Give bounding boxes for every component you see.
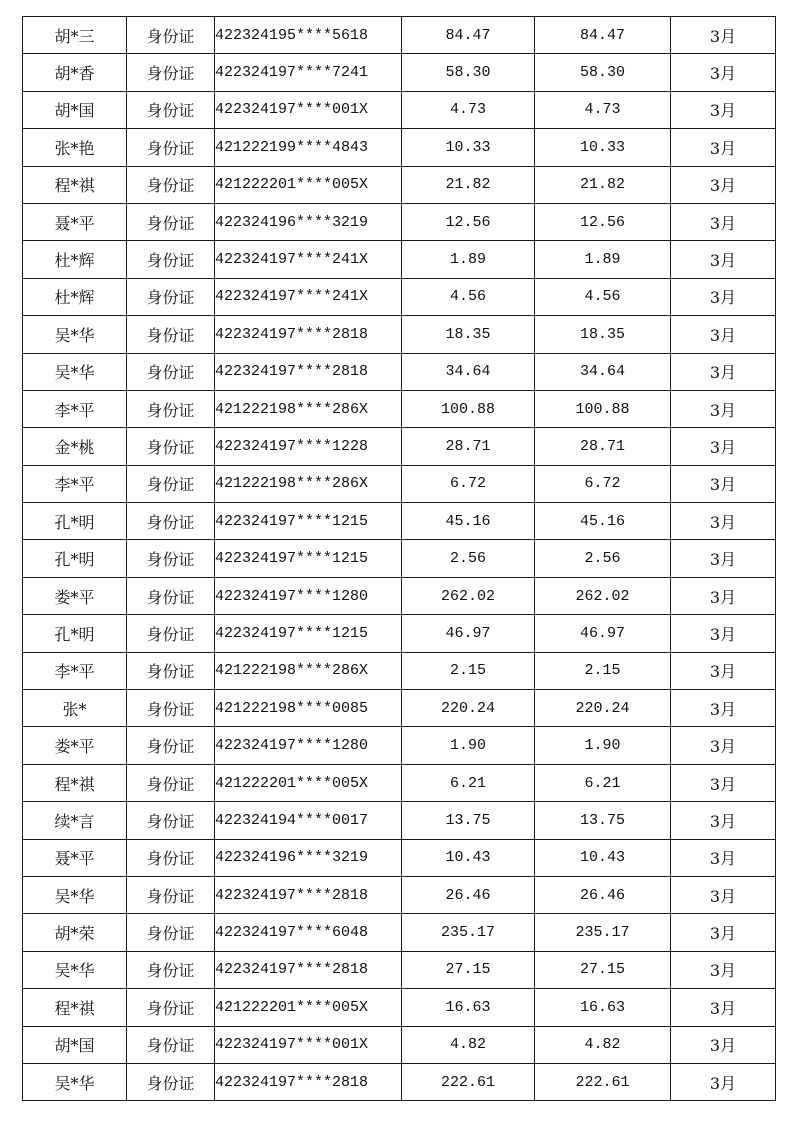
amount-cell: 10.43 [402,839,535,876]
name-cell: 娄*平 [23,727,127,764]
month-cell: 3月 [671,914,776,951]
amount-confirmed-cell: 4.73 [535,91,671,128]
amount-cell: 27.15 [402,951,535,988]
amount-cell: 2.56 [402,540,535,577]
name-cell: 孔*明 [23,503,127,540]
amount-confirmed-cell: 220.24 [535,690,671,727]
table-row [23,166,776,203]
amount-cell: 21.82 [402,166,535,203]
id-type-cell: 身份证 [127,129,215,166]
amount-cell: 100.88 [402,390,535,427]
id-number-cell: 422324196****3219 [215,203,402,240]
id-number-cell: 421222201****005X [215,764,402,801]
id-type-cell: 身份证 [127,577,215,614]
id-type-cell: 身份证 [127,839,215,876]
id-type-cell: 身份证 [127,802,215,839]
amount-confirmed-cell: 84.47 [535,17,671,54]
name-cell: 程*祺 [23,166,127,203]
table-row [23,1026,776,1063]
id-type-cell: 身份证 [127,316,215,353]
month-cell: 3月 [671,802,776,839]
month-cell: 3月 [671,316,776,353]
id-number-cell: 421222198****286X [215,465,402,502]
id-type-cell: 身份证 [127,54,215,91]
id-type-cell: 身份证 [127,540,215,577]
amount-confirmed-cell: 262.02 [535,577,671,614]
id-type-cell: 身份证 [127,989,215,1026]
amount-cell: 28.71 [402,428,535,465]
month-cell: 3月 [671,876,776,913]
id-type-cell: 身份证 [127,166,215,203]
name-cell: 胡*三 [23,17,127,54]
amount-cell: 34.64 [402,353,535,390]
month-cell: 3月 [671,54,776,91]
id-number-cell: 422324197****6048 [215,914,402,951]
table-row [23,203,776,240]
name-cell: 张* [23,690,127,727]
id-number-cell: 422324197****2818 [215,1063,402,1100]
month-cell: 3月 [671,353,776,390]
id-number-cell: 421222198****0085 [215,690,402,727]
table-row [23,577,776,614]
id-type-cell: 身份证 [127,951,215,988]
amount-confirmed-cell: 10.43 [535,839,671,876]
id-type-cell: 身份证 [127,764,215,801]
table-row [23,465,776,502]
table-row [23,839,776,876]
amount-confirmed-cell: 10.33 [535,129,671,166]
amount-confirmed-cell: 21.82 [535,166,671,203]
id-type-cell: 身份证 [127,465,215,502]
name-cell: 李*平 [23,390,127,427]
amount-confirmed-cell: 28.71 [535,428,671,465]
table-row [23,278,776,315]
id-number-cell: 422324197****1280 [215,577,402,614]
id-number-cell: 422324196****3219 [215,839,402,876]
month-cell: 3月 [671,428,776,465]
month-cell: 3月 [671,764,776,801]
name-cell: 聂*平 [23,839,127,876]
name-cell: 吴*华 [23,1063,127,1100]
id-number-cell: 421222201****005X [215,166,402,203]
table-row [23,615,776,652]
id-type-cell: 身份证 [127,17,215,54]
id-number-cell: 422324197****7241 [215,54,402,91]
amount-confirmed-cell: 16.63 [535,989,671,1026]
id-type-cell: 身份证 [127,690,215,727]
id-number-cell: 422324197****1215 [215,615,402,652]
name-cell: 孔*明 [23,540,127,577]
id-number-cell: 421222198****286X [215,390,402,427]
name-cell: 吴*华 [23,876,127,913]
id-type-cell: 身份证 [127,353,215,390]
month-cell: 3月 [671,503,776,540]
amount-cell: 2.15 [402,652,535,689]
amount-confirmed-cell: 26.46 [535,876,671,913]
name-cell: 胡*荣 [23,914,127,951]
amount-confirmed-cell: 6.72 [535,465,671,502]
month-cell: 3月 [671,727,776,764]
amount-confirmed-cell: 2.56 [535,540,671,577]
id-number-cell: 422324197****1215 [215,540,402,577]
id-number-cell: 422324197****1215 [215,503,402,540]
id-number-cell: 422324197****2818 [215,353,402,390]
table-row [23,54,776,91]
id-type-cell: 身份证 [127,914,215,951]
id-number-cell: 421222198****286X [215,652,402,689]
amount-cell: 220.24 [402,690,535,727]
amount-cell: 4.56 [402,278,535,315]
name-cell: 程*祺 [23,989,127,1026]
id-number-cell: 421222199****4843 [215,129,402,166]
id-type-cell: 身份证 [127,1026,215,1063]
table-row [23,951,776,988]
amount-cell: 16.63 [402,989,535,1026]
name-cell: 吴*华 [23,951,127,988]
id-type-cell: 身份证 [127,876,215,913]
id-type-cell: 身份证 [127,503,215,540]
table-row [23,802,776,839]
month-cell: 3月 [671,690,776,727]
month-cell: 3月 [671,1063,776,1100]
amount-cell: 10.33 [402,129,535,166]
amount-cell: 222.61 [402,1063,535,1100]
id-type-cell: 身份证 [127,91,215,128]
amount-cell: 84.47 [402,17,535,54]
amount-cell: 262.02 [402,577,535,614]
amount-confirmed-cell: 1.89 [535,241,671,278]
id-type-cell: 身份证 [127,727,215,764]
id-number-cell: 422324197****241X [215,278,402,315]
amount-confirmed-cell: 45.16 [535,503,671,540]
id-number-cell: 422324194****0017 [215,802,402,839]
name-cell: 孔*明 [23,615,127,652]
table-row [23,353,776,390]
id-number-cell: 422324197****1280 [215,727,402,764]
amount-confirmed-cell: 2.15 [535,652,671,689]
amount-cell: 45.16 [402,503,535,540]
amount-confirmed-cell: 235.17 [535,914,671,951]
records-table [22,16,776,1101]
amount-confirmed-cell: 46.97 [535,615,671,652]
id-number-cell: 422324197****001X [215,1026,402,1063]
id-type-cell: 身份证 [127,1063,215,1100]
table-row [23,914,776,951]
name-cell: 吴*华 [23,316,127,353]
id-type-cell: 身份证 [127,203,215,240]
table-row [23,241,776,278]
month-cell: 3月 [671,652,776,689]
table-row [23,17,776,54]
name-cell: 杜*辉 [23,278,127,315]
id-number-cell: 422324197****001X [215,91,402,128]
id-number-cell: 422324197****2818 [215,876,402,913]
id-number-cell: 422324197****1228 [215,428,402,465]
name-cell: 续*言 [23,802,127,839]
amount-confirmed-cell: 58.30 [535,54,671,91]
amount-cell: 46.97 [402,615,535,652]
table-row [23,764,776,801]
amount-cell: 6.21 [402,764,535,801]
id-type-cell: 身份证 [127,615,215,652]
name-cell: 金*桃 [23,428,127,465]
month-cell: 3月 [671,951,776,988]
amount-cell: 12.56 [402,203,535,240]
amount-confirmed-cell: 4.56 [535,278,671,315]
amount-cell: 18.35 [402,316,535,353]
name-cell: 吴*华 [23,353,127,390]
name-cell: 李*平 [23,652,127,689]
id-type-cell: 身份证 [127,428,215,465]
month-cell: 3月 [671,1026,776,1063]
amount-cell: 235.17 [402,914,535,951]
name-cell: 李*平 [23,465,127,502]
month-cell: 3月 [671,577,776,614]
amount-confirmed-cell: 222.61 [535,1063,671,1100]
id-type-cell: 身份证 [127,278,215,315]
amount-cell: 4.73 [402,91,535,128]
name-cell: 聂*平 [23,203,127,240]
table-row [23,540,776,577]
id-number-cell: 422324197****2818 [215,316,402,353]
month-cell: 3月 [671,839,776,876]
month-cell: 3月 [671,278,776,315]
month-cell: 3月 [671,989,776,1026]
id-type-cell: 身份证 [127,652,215,689]
month-cell: 3月 [671,166,776,203]
id-number-cell: 422324195****5618 [215,17,402,54]
amount-confirmed-cell: 12.56 [535,203,671,240]
table-row [23,91,776,128]
table-row [23,129,776,166]
amount-confirmed-cell: 13.75 [535,802,671,839]
records-table-body [23,17,776,1101]
table-row [23,690,776,727]
name-cell: 胡*香 [23,54,127,91]
name-cell: 张*艳 [23,129,127,166]
amount-cell: 1.90 [402,727,535,764]
month-cell: 3月 [671,203,776,240]
month-cell: 3月 [671,615,776,652]
amount-cell: 4.82 [402,1026,535,1063]
table-row [23,316,776,353]
name-cell: 胡*国 [23,1026,127,1063]
amount-confirmed-cell: 4.82 [535,1026,671,1063]
month-cell: 3月 [671,129,776,166]
month-cell: 3月 [671,390,776,427]
records-sheet [22,16,775,1101]
amount-cell: 13.75 [402,802,535,839]
table-row [23,428,776,465]
month-cell: 3月 [671,241,776,278]
amount-confirmed-cell: 1.90 [535,727,671,764]
month-cell: 3月 [671,465,776,502]
month-cell: 3月 [671,17,776,54]
month-cell: 3月 [671,91,776,128]
amount-confirmed-cell: 27.15 [535,951,671,988]
amount-cell: 6.72 [402,465,535,502]
id-number-cell: 422324197****2818 [215,951,402,988]
id-number-cell: 421222201****005X [215,989,402,1026]
table-row [23,503,776,540]
name-cell: 胡*国 [23,91,127,128]
table-row [23,727,776,764]
name-cell: 程*祺 [23,764,127,801]
amount-confirmed-cell: 100.88 [535,390,671,427]
table-row [23,989,776,1026]
table-row [23,876,776,913]
amount-confirmed-cell: 34.64 [535,353,671,390]
id-type-cell: 身份证 [127,241,215,278]
amount-cell: 58.30 [402,54,535,91]
amount-confirmed-cell: 6.21 [535,764,671,801]
name-cell: 娄*平 [23,577,127,614]
amount-confirmed-cell: 18.35 [535,316,671,353]
id-number-cell: 422324197****241X [215,241,402,278]
table-row [23,652,776,689]
table-row [23,1063,776,1100]
table-row [23,390,776,427]
id-type-cell: 身份证 [127,390,215,427]
amount-cell: 1.89 [402,241,535,278]
name-cell: 杜*辉 [23,241,127,278]
month-cell: 3月 [671,540,776,577]
amount-cell: 26.46 [402,876,535,913]
